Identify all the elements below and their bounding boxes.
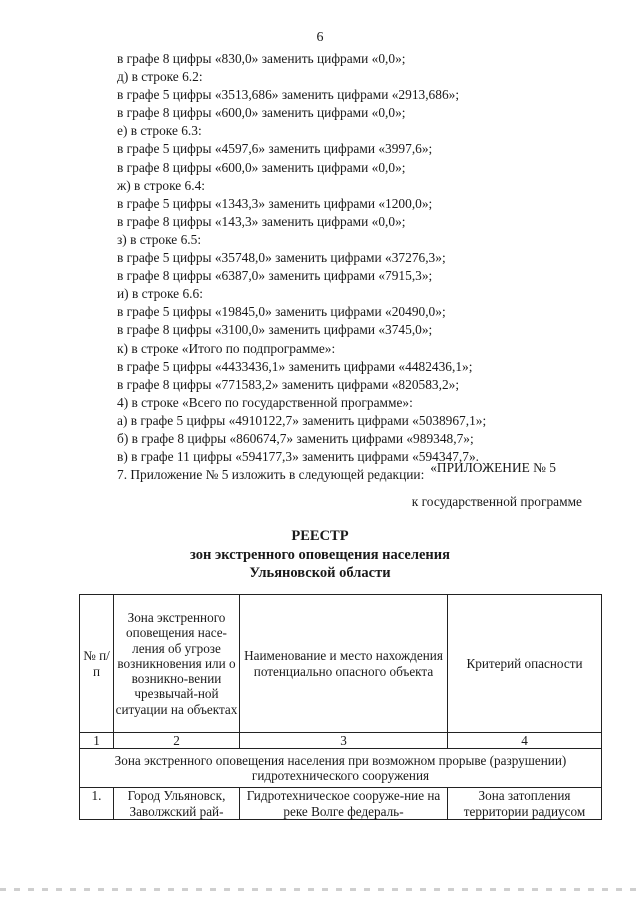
text-line: в) в графе 11 цифры «594177,3» заменить цифрами «594347,7». [117,449,480,465]
text-line: з) в строке 6.5: [117,231,202,247]
text-line: в графе 8 цифры «143,3» заменить цифрами «0,0»; [117,213,406,229]
text-line: в графе 8 цифры «771583,2» заменить цифрами «820583,2»; [117,376,460,392]
row-zone: Город Ульяновск, Заволжский рай- [114,788,240,820]
text-line: ж) в строке 6.4: [117,177,206,193]
text-line: б) в графе 8 цифры «860674,7» заменить цифрами «989348,7»; [117,430,474,446]
row-criterion: Зона затопления территории радиусом [448,788,602,820]
text-line: и) в строке 6.6: [117,286,203,302]
text-line: в графе 5 цифры «4433436,1» заменить цифрами «4482436,1»; [117,358,473,374]
appendix-subtitle: к государственной программе [411,494,582,509]
text-line: в графе 8 цифры «830,0» заменить цифрами «0,0»; [117,51,406,66]
row-object: Гидротехническое сооруже-ние на реке Волге федераль- [240,788,448,820]
page-number: 6 [316,30,324,45]
text-line: а) в графе 5 цифры «4910122,7» заменить цифрами «5038967,1»; [117,412,487,428]
row-num: 1. [80,788,114,820]
register-heading: РЕЕСТР [291,528,349,544]
scan-edge-artifact [0,888,640,891]
text-line: 7. Приложение № 5 изложить в следующей редакции: [117,467,425,483]
text-line: 4) в строке «Всего по государственной программе»: [117,394,413,410]
text-line: в графе 5 цифры «3513,686» заменить цифрами «2913,686»; [117,87,460,103]
text-line: е) в строке 6.3: [117,123,202,139]
column-number: 4 [448,733,602,749]
header-zone: Зона экстренного оповещения насе-ления об угрозе возникновения или о возникно-вении чрезвычай-ной ситуации на объектах [114,595,240,733]
text-line: д) в строке 6.2: [117,69,203,85]
header-criterion: Критерий опасности [448,595,602,733]
text-line: в графе 8 цифры «600,0» заменить цифрами «0,0»; [117,159,406,175]
text-line: в графе 5 цифры «35748,0» заменить цифрами «37276,3»; [117,250,446,266]
text-line: в графе 8 цифры «3100,0» заменить цифрами «3745,0»; [117,322,433,338]
header-num: № п/п [80,595,114,733]
column-number: 3 [240,733,448,749]
text-line: в графе 5 цифры «4597,6» заменить цифрами «3997,6»; [117,141,433,157]
text-line: к) в строке «Итого по подпрограмме»: [117,340,336,356]
column-number-row [80,733,602,749]
table-row [80,788,602,820]
register-table [79,594,602,820]
section-title: Зона экстренного оповещения населения при возможном прорыве (разрушении) гидротехнического сооружения [80,749,602,788]
register-subtitle: зон экстренного оповещения населения [190,546,450,563]
register-title [0,527,640,583]
text-line: в графе 5 цифры «1343,3» заменить цифрами «1200,0»; [117,195,433,211]
table-header-row [80,595,602,733]
section-row [80,749,602,788]
column-number: 1 [80,733,114,749]
text-line: в графе 8 цифры «6387,0» заменить цифрами «7915,3»; [117,268,433,284]
text-line: в графе 5 цифры «19845,0» заменить цифрами «20490,0»; [117,304,446,320]
header-object: Наименование и место нахождения потенциально опасного объекта [240,595,448,733]
amendment-text [117,50,587,484]
appendix-title: «ПРИЛОЖЕНИЕ № 5 [430,460,556,475]
text-line: в графе 8 цифры «600,0» заменить цифрами «0,0»; [117,105,406,121]
register-region: Ульяновской области [249,565,391,581]
column-number: 2 [114,733,240,749]
